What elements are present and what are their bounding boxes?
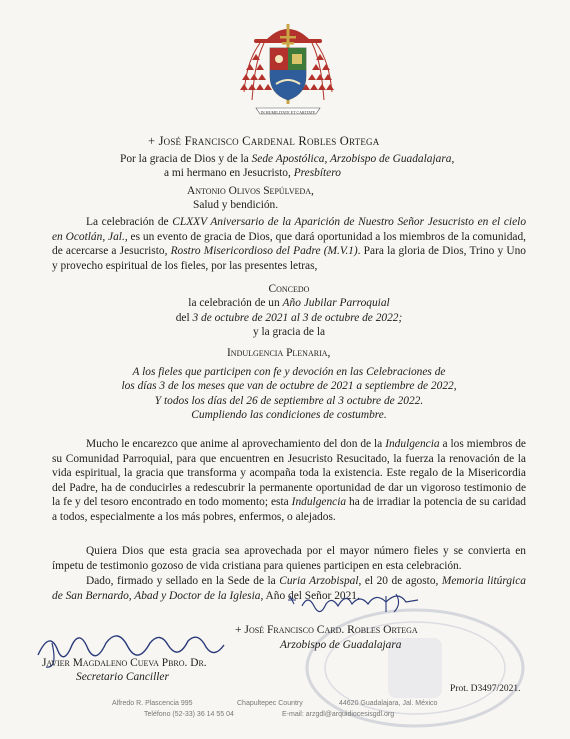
- condition-line: Cumpliendo las condiciones de costumbre.: [191, 409, 387, 422]
- intro-paragraph: La celebración de CLXXV Aniversario de la Aparición de Nuestro Señor Jesucristo en el cielo en Ocotlán, Jal., es un evento de gracia de Dios, que dará oportunidad a los miembros de la comunidad, de acercarse a Jesucristo, Rostro Misericordioso del Padre (M.V.1). Para la gloria de Dios, Trino y Uno y provecho espiritual de los fieles, por las presentes letras,: [52, 216, 527, 272]
- grant-line-3: y la gracia de la: [252, 326, 326, 339]
- exhortation-paragraph: Mucho le encarezco que anime al aprovechamiento del don de la Indulgencia a los miembros de su Comunidad Parroquial, para que encuentren en Jesucristo Resucitado, la fuerza la renovación de la vida espiritual, la gracia que transforma y acompaña toda la existencia. Este regalo de la Misericordia del Padre, ha de conducirles a redescubrir la permanente oportunidad de dar un vigoroso testimonio de la fe y del tesoro encontrado en todo momento; esta Indulgencia ha de irradiar la potencia de su caridad a todos, especialmente a los más pobres, enfermos, o alejados.: [52, 438, 527, 523]
- chancellor-title: Secretario Canciller: [76, 671, 169, 683]
- addressee-line: a mi hermano en Jesucristo, Presbítero: [164, 167, 341, 179]
- footer-address: Alfredo R. Plascencia 995: [112, 700, 193, 707]
- condition-line: los días 3 de los meses que van de octubre de 2021 a septiembre de 2022,: [121, 380, 457, 393]
- grant-line-2: del 3 de octubre de 2021 al 3 de octubre de 2022;: [175, 311, 403, 324]
- condition-line: Y todos los días del 26 de septiembre al 3 octubre de 2022.: [154, 394, 424, 407]
- cardinal-title: Arzobispo de Guadalajara: [280, 639, 402, 651]
- concedo-label: Concedo: [268, 283, 310, 295]
- footer-area: Chapultepec Country: [237, 700, 303, 707]
- cardinal-name: + José Francisco Card. Robles Ortega: [235, 623, 418, 636]
- footer-email: E-mail: arzgdl@arquidiocesisgdl.org: [282, 711, 395, 718]
- conditions-block: [52, 365, 526, 423]
- authority-line: Por la gracia de Dios y de la Sede Apostólica, Arzobispo de Guadalajara,: [120, 153, 455, 165]
- indulgence-label: Indulgencia Plenaria,: [227, 347, 331, 359]
- grant-line-1: la celebración de un Año Jubilar Parroquial: [188, 297, 390, 310]
- footer-phone: Teléfono (52-33) 36 14 55 04: [144, 711, 234, 718]
- recipient-name: Antonio Olivos Sepúlveda,: [187, 185, 314, 197]
- greeting: Salud y bendición.: [193, 199, 279, 211]
- wish-paragraph: Quiera Dios que esta gracia sea aprovechada por el mayor número fieles y se convierta en ímpetu de testimonio gozoso de vida cristiana para quienes participen en esta celebración.: [52, 545, 526, 572]
- condition-line: A los fieles que participen con fe y devoción en las Celebraciones de: [132, 366, 446, 378]
- given-paragraph: Dado, firmado y sellado en la Sede de la Curia Arzobispal, el 20 de agosto, Memoria litúrgica de San Bernardo, Abad y Doctor de la Iglesia, Año del Señor 2021.: [52, 575, 526, 602]
- footer-city: 44620 Guadalajara, Jal. México: [339, 700, 438, 707]
- issuer-title: + José Francisco Cardenal Robles Ortega: [148, 134, 380, 148]
- protocol-number: Prot. D3497/2021.: [450, 684, 521, 694]
- crest-motto: IN HUMILITATE ET CARITATE: [260, 110, 316, 115]
- grant-block: [52, 282, 526, 340]
- chancellor-name: Javier Magdaleno Cueva Pbro. Dr.: [42, 657, 207, 669]
- cardinal-signature-icon: [268, 590, 478, 624]
